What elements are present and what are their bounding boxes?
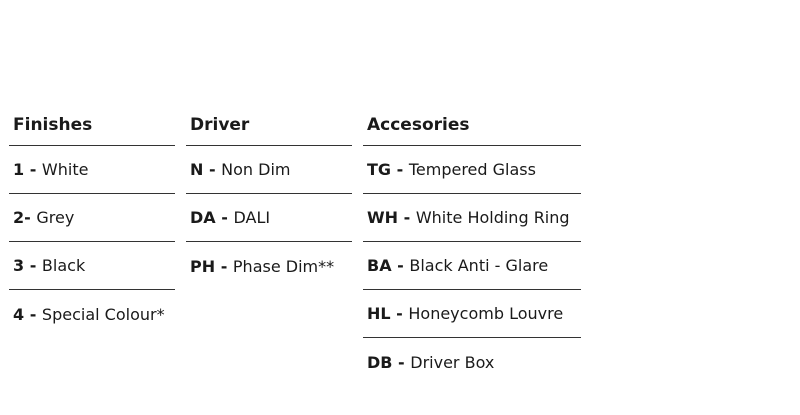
option-code: 2 xyxy=(13,208,25,227)
option-label: White xyxy=(41,160,89,179)
option-code: 1 xyxy=(13,160,25,179)
option-separator: - xyxy=(215,256,233,276)
finish-option-white xyxy=(9,146,175,194)
option-separator: - xyxy=(24,160,42,179)
option-label: Special Colour* xyxy=(41,304,165,324)
option-separator: - xyxy=(24,208,37,227)
finish-option-black xyxy=(9,242,175,290)
option-label: Black Anti - Glare xyxy=(409,256,549,275)
option-code: 4 xyxy=(13,304,25,324)
option-separator: - xyxy=(390,304,409,323)
accessory-option-tempered-glass xyxy=(363,146,581,194)
option-label: Black xyxy=(41,256,86,275)
finishes-column xyxy=(9,104,175,338)
finish-option-grey xyxy=(9,194,175,242)
option-label: DALI xyxy=(233,208,271,227)
option-separator: - xyxy=(391,256,410,275)
option-separator: - xyxy=(24,256,42,275)
accessories-column xyxy=(363,104,581,386)
accessory-option-driver-box xyxy=(363,338,581,386)
option-separator: - xyxy=(398,208,416,227)
accessories-heading: Accesories xyxy=(363,104,581,146)
finish-option-special-colour xyxy=(9,290,175,338)
option-separator: - xyxy=(203,160,222,179)
driver-option-phase-dim xyxy=(186,242,352,290)
option-code: DB xyxy=(367,352,393,372)
option-separator: - xyxy=(391,160,409,179)
driver-heading: Driver xyxy=(186,104,352,146)
option-code: N xyxy=(190,160,204,179)
option-code: DA xyxy=(190,208,216,227)
option-code: HL xyxy=(367,304,391,323)
accessory-option-honeycomb-louvre xyxy=(363,290,581,338)
option-separator: - xyxy=(24,304,42,324)
finishes-heading: Finishes xyxy=(9,104,175,146)
option-label: Non Dim xyxy=(221,160,291,179)
option-label: Honeycomb Louvre xyxy=(408,304,564,323)
option-label: Phase Dim** xyxy=(232,256,335,276)
accessory-option-black-anti-glare xyxy=(363,242,581,290)
option-separator: - xyxy=(215,208,234,227)
option-label: Driver Box xyxy=(410,352,495,372)
option-label: Grey xyxy=(36,208,75,227)
driver-option-dali xyxy=(186,194,352,242)
option-label: White Holding Ring xyxy=(415,208,570,227)
accessory-option-white-holding-ring xyxy=(363,194,581,242)
driver-option-non-dim xyxy=(186,146,352,194)
option-code: WH xyxy=(367,208,399,227)
option-code: PH xyxy=(190,256,216,276)
option-code: 3 xyxy=(13,256,25,275)
driver-column xyxy=(186,104,352,290)
option-label: Tempered Glass xyxy=(408,160,536,179)
option-code: BA xyxy=(367,256,392,275)
option-separator: - xyxy=(392,352,411,372)
option-code: TG xyxy=(367,160,392,179)
